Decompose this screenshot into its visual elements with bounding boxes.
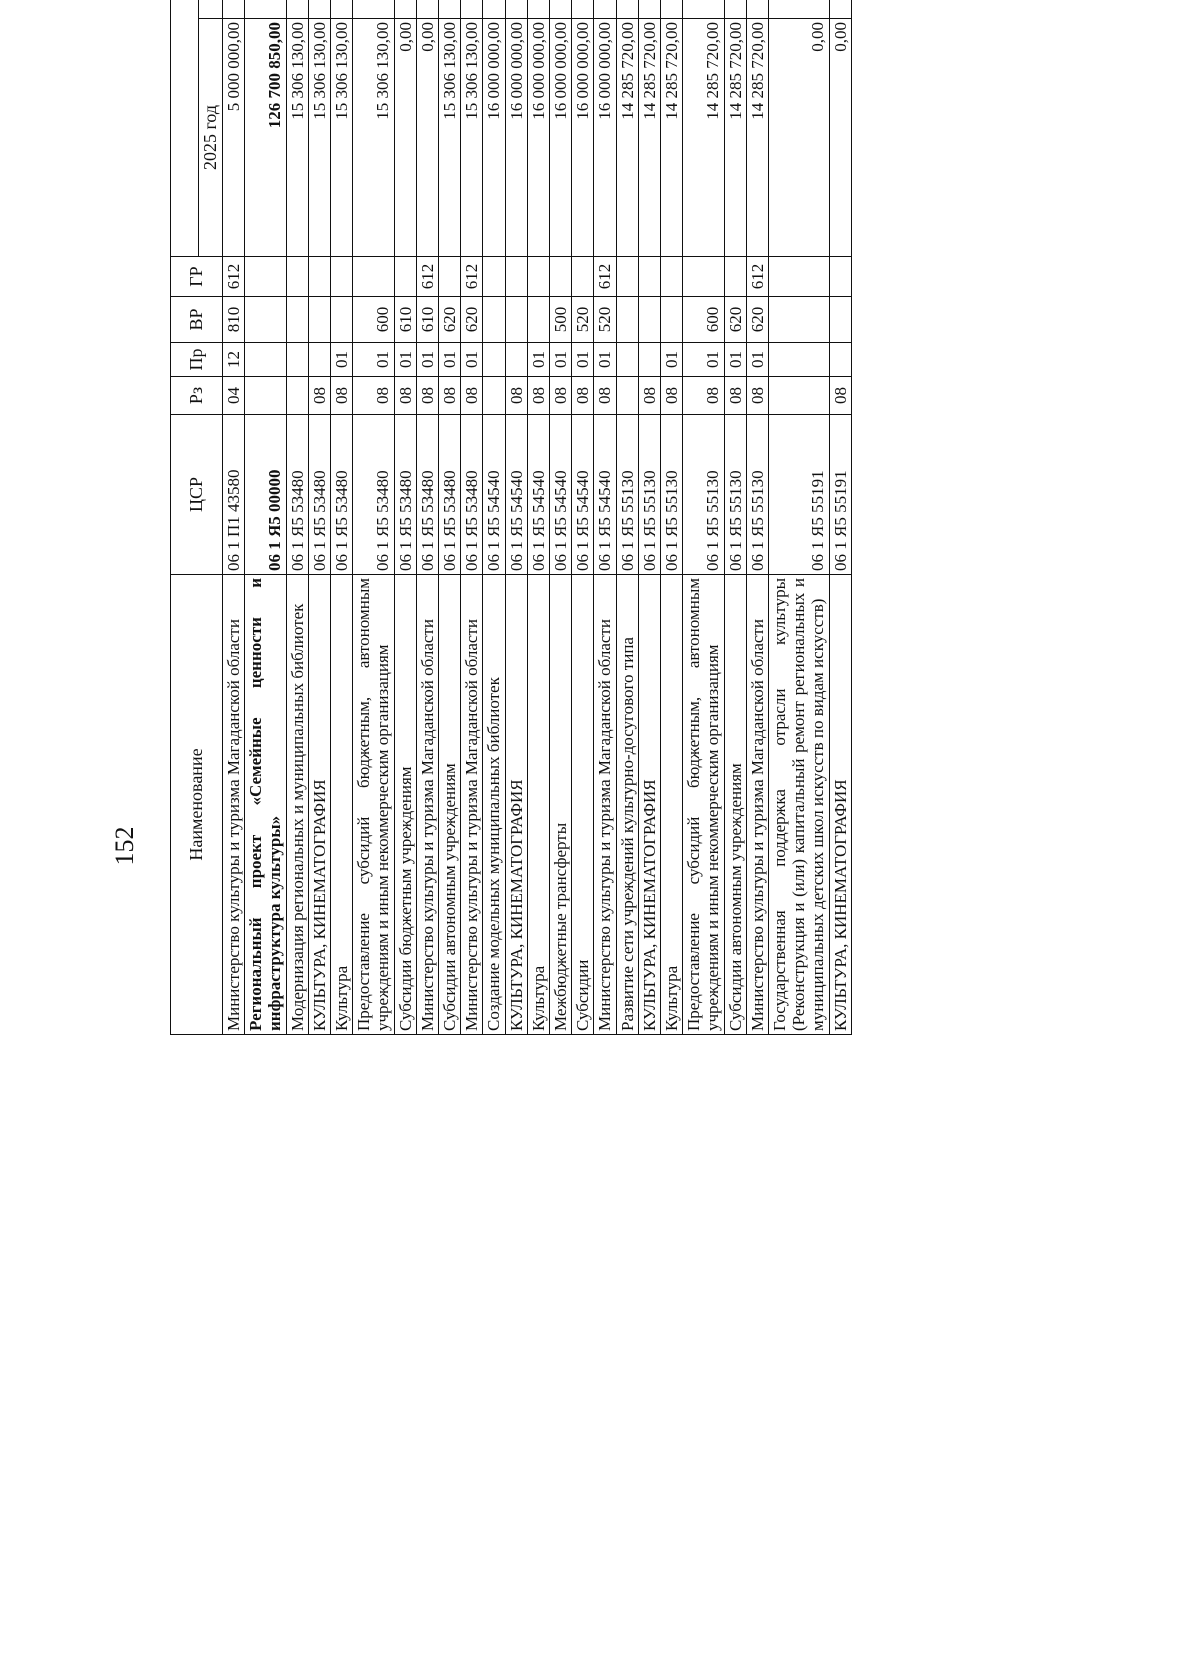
row-vr	[245, 297, 286, 343]
row-vr: 620	[461, 297, 483, 343]
row-gr	[308, 257, 330, 297]
table-row	[661, 0, 683, 1035]
row-name: КУЛЬТУРА, КИНЕМАТОГРАФИЯ	[308, 575, 330, 1035]
table-row	[527, 0, 549, 1035]
row-gr	[769, 257, 830, 297]
row-csr: 06 1 Я5 54540	[483, 415, 505, 575]
row-sum-2025: 15 306 130,00	[308, 19, 330, 257]
row-gr	[286, 257, 308, 297]
row-rz	[245, 377, 286, 415]
row-vr: 610	[416, 297, 438, 343]
row-name: Министерство культуры и туризма Магаданской области	[223, 575, 245, 1035]
row-sum-2026	[353, 0, 394, 19]
row-pr	[616, 343, 638, 377]
table-row	[439, 0, 461, 1035]
row-vr	[505, 297, 527, 343]
row-rz: 08	[527, 377, 549, 415]
row-csr: 06 1 Я5 55191	[829, 415, 851, 575]
row-sum-2025: 14 285 720,00	[616, 19, 638, 257]
table-viewport	[170, 22, 1100, 1595]
row-vr	[331, 297, 353, 343]
row-vr: 520	[594, 297, 616, 343]
table-row	[394, 0, 416, 1035]
row-sum-2025: 16 000 000,00	[550, 19, 572, 257]
row-rz: 08	[550, 377, 572, 415]
row-name: Министерство культуры и туризма Магаданской области	[746, 575, 768, 1035]
row-pr: 01	[461, 343, 483, 377]
table-row	[572, 0, 594, 1035]
row-csr: 06 1 Я5 55130	[724, 415, 746, 575]
header-gr: ГР	[171, 257, 223, 297]
table-row	[724, 0, 746, 1035]
table-row	[416, 0, 438, 1035]
row-vr: 620	[724, 297, 746, 343]
row-sum-2026	[223, 0, 245, 19]
row-pr: 01	[416, 343, 438, 377]
row-pr: 01	[439, 343, 461, 377]
row-pr: 12	[223, 343, 245, 377]
row-pr: 01	[572, 343, 594, 377]
row-name: КУЛЬТУРА, КИНЕМАТОГРАФИЯ	[505, 575, 527, 1035]
row-sum-2025: 15 306 130,00	[331, 19, 353, 257]
row-sum-2025: 5 000 000,00	[223, 19, 245, 257]
row-rz: 08	[638, 377, 660, 415]
row-pr: 01	[594, 343, 616, 377]
row-rz: 08	[829, 377, 851, 415]
header-year-2026	[199, 0, 223, 19]
row-csr: 06 1 Я5 55191	[769, 415, 830, 575]
row-gr	[245, 257, 286, 297]
row-vr: 600	[683, 297, 724, 343]
row-sum-2025: 0,00	[769, 19, 830, 257]
row-rz: 08	[461, 377, 483, 415]
row-sum-2026	[594, 0, 616, 19]
row-gr	[661, 257, 683, 297]
row-rz: 08	[353, 377, 394, 415]
row-sum-2026	[829, 0, 851, 19]
row-name: Создание модельных муниципальных библиотек	[483, 575, 505, 1035]
row-sum-2025: 14 285 720,00	[683, 19, 724, 257]
row-sum-2025: 16 000 000,00	[505, 19, 527, 257]
row-name: КУЛЬТУРА, КИНЕМАТОГРАФИЯ	[638, 575, 660, 1035]
header-csr: ЦСР	[171, 415, 223, 575]
row-pr	[483, 343, 505, 377]
header-name: Наименование	[171, 575, 223, 1035]
row-sum-2026	[638, 0, 660, 19]
row-sum-2025: 16 000 000,00	[594, 19, 616, 257]
row-sum-2026	[286, 0, 308, 19]
row-name: Межбюджетные трансферты	[550, 575, 572, 1035]
row-sum-2026	[724, 0, 746, 19]
table-row	[286, 0, 308, 1035]
row-sum-2025: 15 306 130,00	[286, 19, 308, 257]
row-gr	[527, 257, 549, 297]
row-vr	[286, 297, 308, 343]
row-rz: 04	[223, 377, 245, 415]
row-sum-2026	[331, 0, 353, 19]
row-gr	[353, 257, 394, 297]
row-sum-2026	[245, 0, 286, 19]
row-csr: 06 1 Я5 54540	[527, 415, 549, 575]
row-gr	[439, 257, 461, 297]
table-row	[245, 0, 286, 1035]
row-csr: 06 1 Я5 53480	[439, 415, 461, 575]
row-pr	[829, 343, 851, 377]
row-name: Субсидии бюджетным учреждениям	[394, 575, 416, 1035]
table-row	[308, 0, 330, 1035]
row-name: Министерство культуры и туризма Магаданской области	[416, 575, 438, 1035]
row-gr: 612	[746, 257, 768, 297]
row-rz: 08	[572, 377, 594, 415]
row-sum-2025: 14 285 720,00	[746, 19, 768, 257]
row-sum-2026	[439, 0, 461, 19]
row-pr: 01	[527, 343, 549, 377]
row-sum-2025: 0,00	[394, 19, 416, 257]
header-pr: Пр	[171, 343, 223, 377]
row-csr: 06 1 Я5 53480	[394, 415, 416, 575]
table-row	[683, 0, 724, 1035]
row-rz	[483, 377, 505, 415]
row-gr	[724, 257, 746, 297]
row-gr	[331, 257, 353, 297]
table-row	[353, 0, 394, 1035]
row-gr	[572, 257, 594, 297]
table-row	[769, 0, 830, 1035]
row-sum-2026	[483, 0, 505, 19]
row-vr	[308, 297, 330, 343]
table-row	[616, 0, 638, 1035]
row-sum-2025: 16 000 000,00	[572, 19, 594, 257]
row-gr: 612	[416, 257, 438, 297]
row-vr: 500	[550, 297, 572, 343]
row-gr	[829, 257, 851, 297]
row-csr: 06 1 Я5 55130	[683, 415, 724, 575]
row-vr	[829, 297, 851, 343]
row-name: Предоставление субсидий бюджетным, автономным учреждениям и иным некоммерческим организациям	[353, 575, 394, 1035]
row-name: Развитие сети учреждений культурно-досугового типа	[616, 575, 638, 1035]
row-csr: 06 1 Я5 55130	[638, 415, 660, 575]
row-pr	[769, 343, 830, 377]
table-row	[550, 0, 572, 1035]
row-vr: 620	[746, 297, 768, 343]
table-row	[505, 0, 527, 1035]
row-rz: 08	[746, 377, 768, 415]
table-body	[223, 0, 852, 1035]
row-csr: 06 1 Я5 54540	[572, 415, 594, 575]
row-csr: 06 1 Я5 00000	[245, 415, 286, 575]
row-sum-2026	[505, 0, 527, 19]
row-gr	[394, 257, 416, 297]
row-rz: 08	[661, 377, 683, 415]
row-sum-2026	[308, 0, 330, 19]
row-sum-2026	[527, 0, 549, 19]
row-pr: 01	[331, 343, 353, 377]
row-vr: 620	[439, 297, 461, 343]
row-sum-2026	[572, 0, 594, 19]
row-csr: 06 1 Я5 55130	[661, 415, 683, 575]
row-vr	[638, 297, 660, 343]
row-rz: 08	[439, 377, 461, 415]
row-rz	[616, 377, 638, 415]
row-csr: 06 1 Я5 53480	[331, 415, 353, 575]
row-pr: 01	[746, 343, 768, 377]
table-row	[594, 0, 616, 1035]
page-number: 152	[110, 826, 139, 866]
row-csr: 06 1 Я5 53480	[353, 415, 394, 575]
row-csr: 06 1 П1 43580	[223, 415, 245, 575]
row-vr: 810	[223, 297, 245, 343]
row-pr: 01	[394, 343, 416, 377]
table-row	[829, 0, 851, 1035]
row-vr	[661, 297, 683, 343]
row-pr	[308, 343, 330, 377]
table-row	[483, 0, 505, 1035]
row-sum-2025: 14 285 720,00	[661, 19, 683, 257]
row-sum-2025: 15 306 130,00	[461, 19, 483, 257]
row-sum-2026	[461, 0, 483, 19]
header-rz: Рз	[171, 377, 223, 415]
table-row	[461, 0, 483, 1035]
row-sum-2026	[616, 0, 638, 19]
row-gr	[683, 257, 724, 297]
row-sum-2026	[416, 0, 438, 19]
row-name: Культура	[331, 575, 353, 1035]
row-sum-2026	[550, 0, 572, 19]
row-csr: 06 1 Я5 54540	[594, 415, 616, 575]
row-csr: 06 1 Я5 53480	[308, 415, 330, 575]
row-sum-2025: 16 000 000,00	[527, 19, 549, 257]
budget-table-frame	[170, 0, 1100, 1035]
row-vr	[527, 297, 549, 343]
row-csr: 06 1 Я5 54540	[505, 415, 527, 575]
row-name: Субсидии	[572, 575, 594, 1035]
row-sum-2025: 14 285 720,00	[724, 19, 746, 257]
row-sum-2026	[394, 0, 416, 19]
row-csr: 06 1 Я5 54540	[550, 415, 572, 575]
row-rz: 08	[683, 377, 724, 415]
row-sum-2025: 126 700 850,00	[245, 19, 286, 257]
row-sum-2026	[769, 0, 830, 19]
row-sum-2025: 16 000 000,00	[483, 19, 505, 257]
row-pr: 01	[661, 343, 683, 377]
row-rz	[286, 377, 308, 415]
row-sum-2025: 0,00	[829, 19, 851, 257]
row-name: Предоставление субсидий бюджетным, автономным учреждениям и иным некоммерческим организациям	[683, 575, 724, 1035]
row-name: Государственная поддержка отрасли культуры (Реконструкция и (или) капитальный ремонт региональных и муниципальных детских школ искусств по видам искусств)	[769, 575, 830, 1035]
header-sum	[171, 0, 199, 257]
row-gr	[505, 257, 527, 297]
row-rz	[769, 377, 830, 415]
row-name: Культура	[661, 575, 683, 1035]
row-name: Культура	[527, 575, 549, 1035]
row-vr	[616, 297, 638, 343]
row-rz: 08	[724, 377, 746, 415]
row-vr: 600	[353, 297, 394, 343]
row-vr	[769, 297, 830, 343]
table-row	[223, 0, 245, 1035]
row-pr: 01	[550, 343, 572, 377]
row-name: Министерство культуры и туризма Магаданской области	[594, 575, 616, 1035]
row-vr: 520	[572, 297, 594, 343]
row-sum-2026	[683, 0, 724, 19]
header-year-2025: 2025 год	[199, 19, 223, 257]
row-pr	[638, 343, 660, 377]
table-row	[331, 0, 353, 1035]
row-vr	[483, 297, 505, 343]
row-name: Министерство культуры и туризма Магаданской области	[461, 575, 483, 1035]
row-pr: 01	[683, 343, 724, 377]
row-name: Субсидии автономным учреждениям	[724, 575, 746, 1035]
row-sum-2025: 0,00	[416, 19, 438, 257]
row-rz: 08	[308, 377, 330, 415]
row-csr: 06 1 Я5 55130	[746, 415, 768, 575]
row-rz: 08	[594, 377, 616, 415]
row-vr: 610	[394, 297, 416, 343]
row-pr: 01	[724, 343, 746, 377]
row-name: КУЛЬТУРА, КИНЕМАТОГРАФИЯ	[829, 575, 851, 1035]
table-row	[638, 0, 660, 1035]
row-csr: 06 1 Я5 55130	[616, 415, 638, 575]
row-rz: 08	[416, 377, 438, 415]
row-pr	[286, 343, 308, 377]
row-gr: 612	[223, 257, 245, 297]
row-gr	[638, 257, 660, 297]
row-name: Региональный проект «Семейные ценности и инфраструктура культуры»	[245, 575, 286, 1035]
row-rz: 08	[331, 377, 353, 415]
row-pr: 01	[353, 343, 394, 377]
row-sum-2025: 14 285 720,00	[638, 19, 660, 257]
row-rz: 08	[394, 377, 416, 415]
table-row	[746, 0, 768, 1035]
row-name: Модернизация региональных и муниципальных библиотек	[286, 575, 308, 1035]
header-vr: ВР	[171, 297, 223, 343]
row-pr	[505, 343, 527, 377]
row-rz: 08	[505, 377, 527, 415]
row-csr: 06 1 Я5 53480	[286, 415, 308, 575]
row-gr	[483, 257, 505, 297]
row-gr: 612	[461, 257, 483, 297]
row-gr: 612	[594, 257, 616, 297]
budget-table	[170, 0, 852, 1035]
row-sum-2025: 15 306 130,00	[353, 19, 394, 257]
row-sum-2025: 15 306 130,00	[439, 19, 461, 257]
row-gr	[550, 257, 572, 297]
row-sum-2026	[661, 0, 683, 19]
row-gr	[616, 257, 638, 297]
row-csr: 06 1 Я5 53480	[461, 415, 483, 575]
row-csr: 06 1 Я5 53480	[416, 415, 438, 575]
row-pr	[245, 343, 286, 377]
row-name: Субсидии автономным учреждениям	[439, 575, 461, 1035]
row-sum-2026	[746, 0, 768, 19]
